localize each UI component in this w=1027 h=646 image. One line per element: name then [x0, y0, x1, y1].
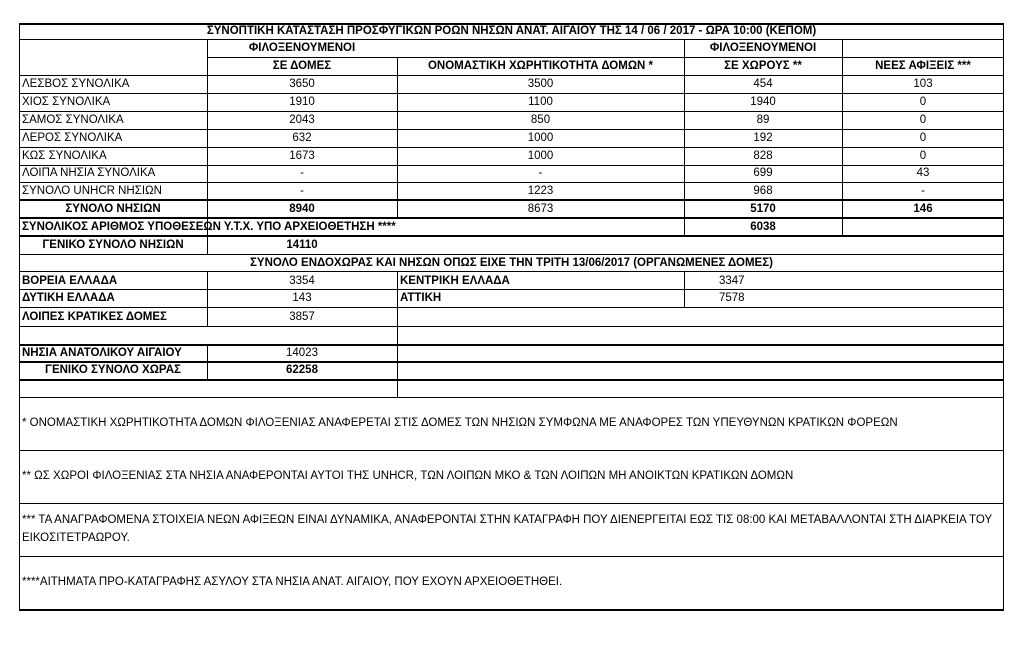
- row-label: ΣΥΝΟΛΟ UNHCR ΝΗΣΙΩΝ: [22, 185, 162, 197]
- cell-capacity: 1000: [527, 132, 554, 144]
- rule: [19, 379, 1004, 381]
- cell-domes: -: [300, 167, 304, 179]
- rule: [19, 556, 1004, 557]
- row-label: ΚΩΣ ΣΥΝΟΛΙΚΑ: [22, 150, 107, 162]
- total-domes: 8940: [289, 203, 315, 215]
- cell-spaces: 968: [753, 185, 773, 197]
- header-spaces-line1: ΦΙΛΟΞΕΝΟΥΜΕΝΟΙ: [709, 42, 817, 54]
- cell-capacity: 3500: [527, 78, 554, 90]
- cell-spaces: 1940: [750, 96, 776, 108]
- row-label: ΣΑΜΟΣ ΣΥΝΟΛΙΚΑ: [22, 114, 124, 126]
- east-aegean-label: ΝΗΣΙΑ ΑΝΑΤΟΛΙΚΟΥ ΑΙΓΑΙΟΥ: [22, 347, 182, 359]
- row-label: ΛΕΡΟΣ ΣΥΝΟΛΙΚΑ: [22, 132, 123, 144]
- cell-spaces: 828: [753, 150, 773, 162]
- archived-value: 6038: [750, 221, 776, 233]
- cell-spaces: 454: [753, 78, 773, 90]
- cell-arrivals: 0: [919, 96, 927, 108]
- rule: [684, 271, 685, 308]
- rule: [19, 609, 1004, 611]
- report-table: [19, 23, 1004, 611]
- cell-spaces: 192: [753, 132, 773, 144]
- cell-capacity: -: [538, 167, 543, 179]
- west-value: 143: [292, 292, 312, 304]
- rule: [19, 326, 1004, 327]
- attica-value: 7578: [719, 292, 745, 304]
- country-total-value: 62258: [286, 364, 318, 376]
- cell-domes: 632: [292, 132, 312, 144]
- cell-arrivals: 0: [919, 114, 927, 126]
- central-value: 3347: [719, 275, 745, 287]
- header-spaces-line2: ΣΕ ΧΩΡΟΥΣ **: [724, 60, 802, 72]
- cell-domes: 1673: [289, 150, 315, 162]
- attica-label: ΑΤΤΙΚΗ: [400, 292, 442, 304]
- page-title: ΣΥΝΟΠΤΙΚΗ ΚΑΤΑΣΤΑΣΗ ΠΡΟΣΦΥΓΙΚΩΝ ΡΟΩΝ ΝΗΣΩΝ ΑΝΑΤ. ΑΙΓΑΙΟΥ ΤΗΣ 14 / 06 / 2017 - ΩΡΑ 10:00 (ΚΕΠΟΜ): [206, 25, 817, 37]
- north-label: ΒΟΡΕΙΑ ΕΛΛΑΔΑ: [22, 275, 118, 287]
- header-capacity: ΟΝΟΜΑΣΤΙΚΗ ΧΩΡΗΤΙΚΟΤΗΤΑ ΔΟΜΩΝ *: [427, 60, 654, 72]
- grand-islands-value: 14110: [286, 239, 318, 251]
- cell-arrivals: -: [921, 185, 925, 197]
- header-domes-line2: ΣΕ ΔΟΜΕΣ: [272, 60, 332, 72]
- cell-domes: 3650: [289, 78, 315, 90]
- rule: [842, 218, 843, 236]
- footnote-2: ** ΩΣ ΧΩΡΟΙ ΦΙΛΟΞΕΝΙΑΣ ΣΤΑ ΝΗΣΙΑ ΑΝΑΦΕΡΟΝΤΑΙ ΑΥΤΟΙ ΤΗΣ UNHCR, ΤΩΝ ΛΟΙΠΩΝ ΜΚΟ & ΤΩΝ ΛΟΙΠΩΝ ΜΗ ΑΝΟΙΚΤΩΝ ΚΡΑΤΙΚΩΝ ΔΟΜΩΝ: [22, 470, 794, 482]
- total-label: ΣΥΝΟΛΟ ΝΗΣΙΩΝ: [65, 203, 161, 215]
- cell-arrivals: 0: [919, 150, 927, 162]
- footnote-1: * ΟΝΟΜΑΣΤΙΚΗ ΧΩΡΗΤΙΚΟΤΗΤΑ ΔΟΜΩΝ ΦΙΛΟΞΕΝΙΑΣ ΑΝΑΦΕΡΕΤΑΙ ΣΤΙΣ ΔΟΜΕΣ ΤΩΝ ΝΗΣΙΩΝ ΣΥΜΦΩΝΑ ΜΕ ΑΝΑΦΟΡΕΣ ΤΩΝ ΥΠΕΥΘΥΝΩΝ ΚΡΑΤΙΚΩΝ ΦΟΡΕΩΝ: [22, 417, 898, 429]
- footnote-4: ****ΑΙΤΗΜΑΤΑ ΠΡΟ-ΚΑΤΑΓΡΑΦΗΣ ΑΣΥΛΟΥ ΣΤΑ ΝΗΣΙΑ ΑΝΑΤ. ΑΙΓΑΙΟΥ, ΠΟΥ ΕΧΟΥΝ ΑΡΧΕΙΟΘΕΤΗΘΕΙ.: [22, 576, 563, 588]
- east-aegean-value: 14023: [286, 347, 318, 359]
- row-label: ΛΟΙΠΑ ΝΗΣΙΑ ΣΥΝΟΛΙΚΑ: [22, 167, 156, 179]
- west-label: ΔΥΤΙΚΗ ΕΛΛΑΔΑ: [22, 292, 115, 304]
- cell-capacity: 1100: [528, 96, 553, 108]
- other-value: 3857: [289, 311, 315, 323]
- mainland-title: ΣΥΝΟΛΟ ΕΝΔΟΧΩΡΑΣ ΚΑΙ ΝΗΣΩΝ ΟΠΩΣ ΕΙΧΕ ΤΗΝ ΤΡΙΤΗ 13/06/2017 (ΟΡΓΑΝΩΜΕΝΕΣ ΔΟΜΕΣ): [250, 257, 773, 269]
- rule: [19, 307, 1004, 308]
- rule: [397, 271, 398, 397]
- country-total-label: ΓΕΝΙΚΟ ΣΥΝΟΛΟ ΧΩΡΑΣ: [45, 364, 181, 376]
- cell-capacity: 850: [530, 114, 551, 126]
- total-arrivals: 146: [913, 203, 933, 215]
- central-label: ΚΕΝΤΡΙΚΗ ΕΛΛΑΔΑ: [400, 275, 510, 287]
- cell-capacity: 1223: [527, 185, 554, 197]
- cell-spaces: 699: [753, 167, 773, 179]
- cell-domes: 2043: [289, 114, 315, 126]
- cell-domes: 1910: [289, 96, 315, 108]
- rule: [19, 23, 20, 611]
- archived-label: ΣΥΝΟΛΙΚΟΣ ΑΡΙΘΜΟΣ ΥΠΟΘΕΣΕΩΝ Υ.Τ.Χ. ΥΠΟ ΑΡΧΕΙΟΘΕΤΗΣΗ ****: [22, 221, 396, 233]
- rule: [19, 289, 1004, 290]
- total-spaces: 5170: [750, 203, 776, 215]
- cell-arrivals: 103: [913, 78, 933, 90]
- cell-arrivals: 0: [919, 132, 927, 144]
- header-domes-line1: ΦΙΛΟΞΕΝΟΥΜΕΝΟΙ: [248, 42, 356, 54]
- other-label: ΛΟΙΠΕΣ ΚΡΑΤΙΚΕΣ ΔΟΜΕΣ: [22, 311, 167, 323]
- grand-islands-label: ΓΕΝΙΚΟ ΣΥΝΟΛΟ ΝΗΣΙΩΝ: [42, 239, 184, 251]
- total-capacity: 8673: [527, 203, 554, 215]
- cell-capacity: 1000: [527, 150, 554, 162]
- north-value: 3354: [289, 275, 315, 287]
- footnote-3: *** ΤΑ ΑΝΑΓΡΑΦΟΜΕΝΑ ΣΤΟΙΧΕΙΑ ΝΕΩΝ ΑΦΙΞΕΩΝ ΕΙΝΑΙ ΔΥΝΑΜΙΚΑ, ΑΝΑΦΕΡΟΝΤΑΙ ΣΤΗΝ ΚΑΤΑΓΡΑΦΗ ΠΟΥ ΔΙΕΝΕΡΓΕΙΤΑΙ ΕΩΣ ΤΙΣ 08:00 ΚΑΙ ΜΕΤΑΒΑΛΛΟΝΤΑΙ ΣΤΗ ΔΙΑΡΚΕΙΑ ΤΟΥ ΕΙΚΟΣΙΤΕΤΡΑΩΡΟΥ.: [22, 514, 992, 544]
- rule: [19, 397, 1004, 398]
- rule: [19, 450, 1004, 451]
- cell-domes: -: [300, 185, 304, 197]
- rule: [19, 503, 1004, 504]
- cell-arrivals: 43: [916, 167, 930, 179]
- header-arrivals: ΝΕΕΣ ΑΦΙΞΕΙΣ ***: [875, 60, 971, 72]
- row-label: ΧΙΟΣ ΣΥΝΟΛΙΚΑ: [22, 96, 111, 108]
- row-label: ΛΕΣΒΟΣ ΣΥΝΟΛΙΚΑ: [22, 78, 130, 90]
- cell-spaces: 89: [756, 114, 770, 126]
